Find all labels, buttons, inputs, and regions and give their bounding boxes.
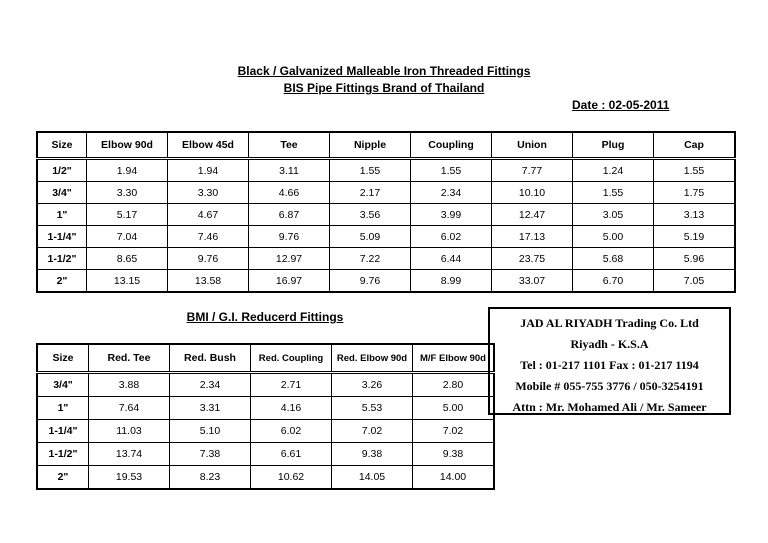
price-cell: 7.46 xyxy=(168,226,249,248)
size-cell: 1-1/2" xyxy=(37,443,89,466)
price-cell: 14.05 xyxy=(332,466,413,490)
document-title: Black / Galvanized Malleable Iron Threaded Fittings xyxy=(237,64,531,78)
column-header: Red. Elbow 90d xyxy=(332,344,413,373)
price-cell: 3.11 xyxy=(249,159,330,182)
price-cell: 9.38 xyxy=(332,443,413,466)
column-header: Red. Coupling xyxy=(251,344,332,373)
column-header: M/F Elbow 90d xyxy=(413,344,495,373)
price-cell: 5.09 xyxy=(330,226,411,248)
price-cell: 13.58 xyxy=(168,270,249,293)
price-cell: 8.65 xyxy=(87,248,168,270)
price-cell: 3.88 xyxy=(89,373,170,397)
price-cell: 4.66 xyxy=(249,182,330,204)
table-row xyxy=(37,226,735,248)
price-cell: 2.34 xyxy=(411,182,492,204)
price-cell: 7.38 xyxy=(170,443,251,466)
price-cell: 10.62 xyxy=(251,466,332,490)
size-cell: 1-1/4" xyxy=(37,420,89,443)
company-location: Riyadh - K.S.A xyxy=(570,337,649,351)
size-cell: 1-1/4" xyxy=(37,226,87,248)
company-name: JAD AL RIYADH Trading Co. Ltd xyxy=(520,316,699,330)
price-cell: 5.19 xyxy=(654,226,736,248)
size-cell: 1/2" xyxy=(37,159,87,182)
column-header: Red. Bush xyxy=(170,344,251,373)
price-cell: 4.67 xyxy=(168,204,249,226)
table-row xyxy=(37,182,735,204)
table-row xyxy=(37,248,735,270)
price-cell: 6.02 xyxy=(251,420,332,443)
column-header: Size xyxy=(37,132,87,159)
column-header: Plug xyxy=(573,132,654,159)
price-cell: 2.71 xyxy=(251,373,332,397)
price-cell: 9.76 xyxy=(168,248,249,270)
price-cell: 6.44 xyxy=(411,248,492,270)
price-cell: 33.07 xyxy=(492,270,573,293)
table-row xyxy=(37,443,494,466)
price-cell: 3.56 xyxy=(330,204,411,226)
price-cell: 7.04 xyxy=(87,226,168,248)
price-cell: 7.22 xyxy=(330,248,411,270)
price-cell: 14.00 xyxy=(413,466,495,490)
price-cell: 1.24 xyxy=(573,159,654,182)
price-cell: 1.55 xyxy=(330,159,411,182)
price-cell: 1.55 xyxy=(411,159,492,182)
price-cell: 7.64 xyxy=(89,397,170,420)
price-cell: 13.74 xyxy=(89,443,170,466)
column-header: Union xyxy=(492,132,573,159)
price-cell: 3.99 xyxy=(411,204,492,226)
column-header: Nipple xyxy=(330,132,411,159)
price-cell: 12.97 xyxy=(249,248,330,270)
price-cell: 12.47 xyxy=(492,204,573,226)
price-cell: 7.77 xyxy=(492,159,573,182)
size-cell: 1" xyxy=(37,397,89,420)
price-cell: 13.15 xyxy=(87,270,168,293)
attention-line: Attn : Mr. Mohamed Ali / Mr. Sameer xyxy=(512,400,707,414)
price-cell: 5.68 xyxy=(573,248,654,270)
price-cell: 19.53 xyxy=(89,466,170,490)
price-cell: 9.76 xyxy=(249,226,330,248)
size-cell: 3/4" xyxy=(37,373,89,397)
price-cell: 1.55 xyxy=(573,182,654,204)
table-row xyxy=(37,159,735,182)
price-cell: 3.30 xyxy=(168,182,249,204)
price-cell: 5.96 xyxy=(654,248,736,270)
price-cell: 1.94 xyxy=(87,159,168,182)
reducer-price-table xyxy=(36,343,495,490)
price-cell: 11.03 xyxy=(89,420,170,443)
contact-box xyxy=(488,307,731,415)
table-header-row xyxy=(37,344,494,373)
price-cell: 4.16 xyxy=(251,397,332,420)
price-cell: 1.75 xyxy=(654,182,736,204)
mobile-numbers: Mobile # 055-755 3776 / 050-3254191 xyxy=(515,379,704,393)
price-cell: 6.02 xyxy=(411,226,492,248)
reducer-section-title: BMI / G.I. Reducerd Fittings xyxy=(186,310,344,324)
column-header: Elbow 45d xyxy=(168,132,249,159)
size-cell: 3/4" xyxy=(37,182,87,204)
price-cell: 3.13 xyxy=(654,204,736,226)
column-header: Tee xyxy=(249,132,330,159)
document-subtitle: BIS Pipe Fittings Brand of Thailand xyxy=(283,81,485,95)
column-header: Coupling xyxy=(411,132,492,159)
price-cell: 7.02 xyxy=(332,420,413,443)
fittings-price-table xyxy=(36,131,736,293)
price-cell: 6.70 xyxy=(573,270,654,293)
table-row xyxy=(37,397,494,420)
price-cell: 5.00 xyxy=(573,226,654,248)
price-cell: 9.38 xyxy=(413,443,495,466)
size-cell: 2" xyxy=(37,466,89,490)
price-cell: 3.05 xyxy=(573,204,654,226)
price-cell: 5.00 xyxy=(413,397,495,420)
column-header: Red. Tee xyxy=(89,344,170,373)
column-header: Elbow 90d xyxy=(87,132,168,159)
size-cell: 2" xyxy=(37,270,87,293)
price-cell: 5.53 xyxy=(332,397,413,420)
price-cell: 8.23 xyxy=(170,466,251,490)
price-cell: 3.26 xyxy=(332,373,413,397)
price-cell: 16.97 xyxy=(249,270,330,293)
table-header-row xyxy=(37,132,735,159)
table-row xyxy=(37,204,735,226)
price-cell: 5.17 xyxy=(87,204,168,226)
phone-fax: Tel : 01-217 1101 Fax : 01-217 1194 xyxy=(520,358,699,372)
price-cell: 3.30 xyxy=(87,182,168,204)
table-row xyxy=(37,466,494,490)
price-cell: 23.75 xyxy=(492,248,573,270)
price-cell: 9.76 xyxy=(330,270,411,293)
price-cell: 3.31 xyxy=(170,397,251,420)
price-cell: 6.61 xyxy=(251,443,332,466)
table-row xyxy=(37,373,494,397)
price-cell: 17.13 xyxy=(492,226,573,248)
price-cell: 5.10 xyxy=(170,420,251,443)
document-date: Date : 02-05-2011 xyxy=(572,98,670,112)
price-cell: 10.10 xyxy=(492,182,573,204)
price-cell: 6.87 xyxy=(249,204,330,226)
price-cell: 1.55 xyxy=(654,159,736,182)
price-cell: 2.34 xyxy=(170,373,251,397)
price-cell: 7.02 xyxy=(413,420,495,443)
price-cell: 7.05 xyxy=(654,270,736,293)
size-cell: 1-1/2" xyxy=(37,248,87,270)
table-row xyxy=(37,420,494,443)
size-cell: 1" xyxy=(37,204,87,226)
column-header: Size xyxy=(37,344,89,373)
price-cell: 2.17 xyxy=(330,182,411,204)
price-cell: 2.80 xyxy=(413,373,495,397)
table-row xyxy=(37,270,735,293)
price-cell: 1.94 xyxy=(168,159,249,182)
price-cell: 8.99 xyxy=(411,270,492,293)
column-header: Cap xyxy=(654,132,736,159)
